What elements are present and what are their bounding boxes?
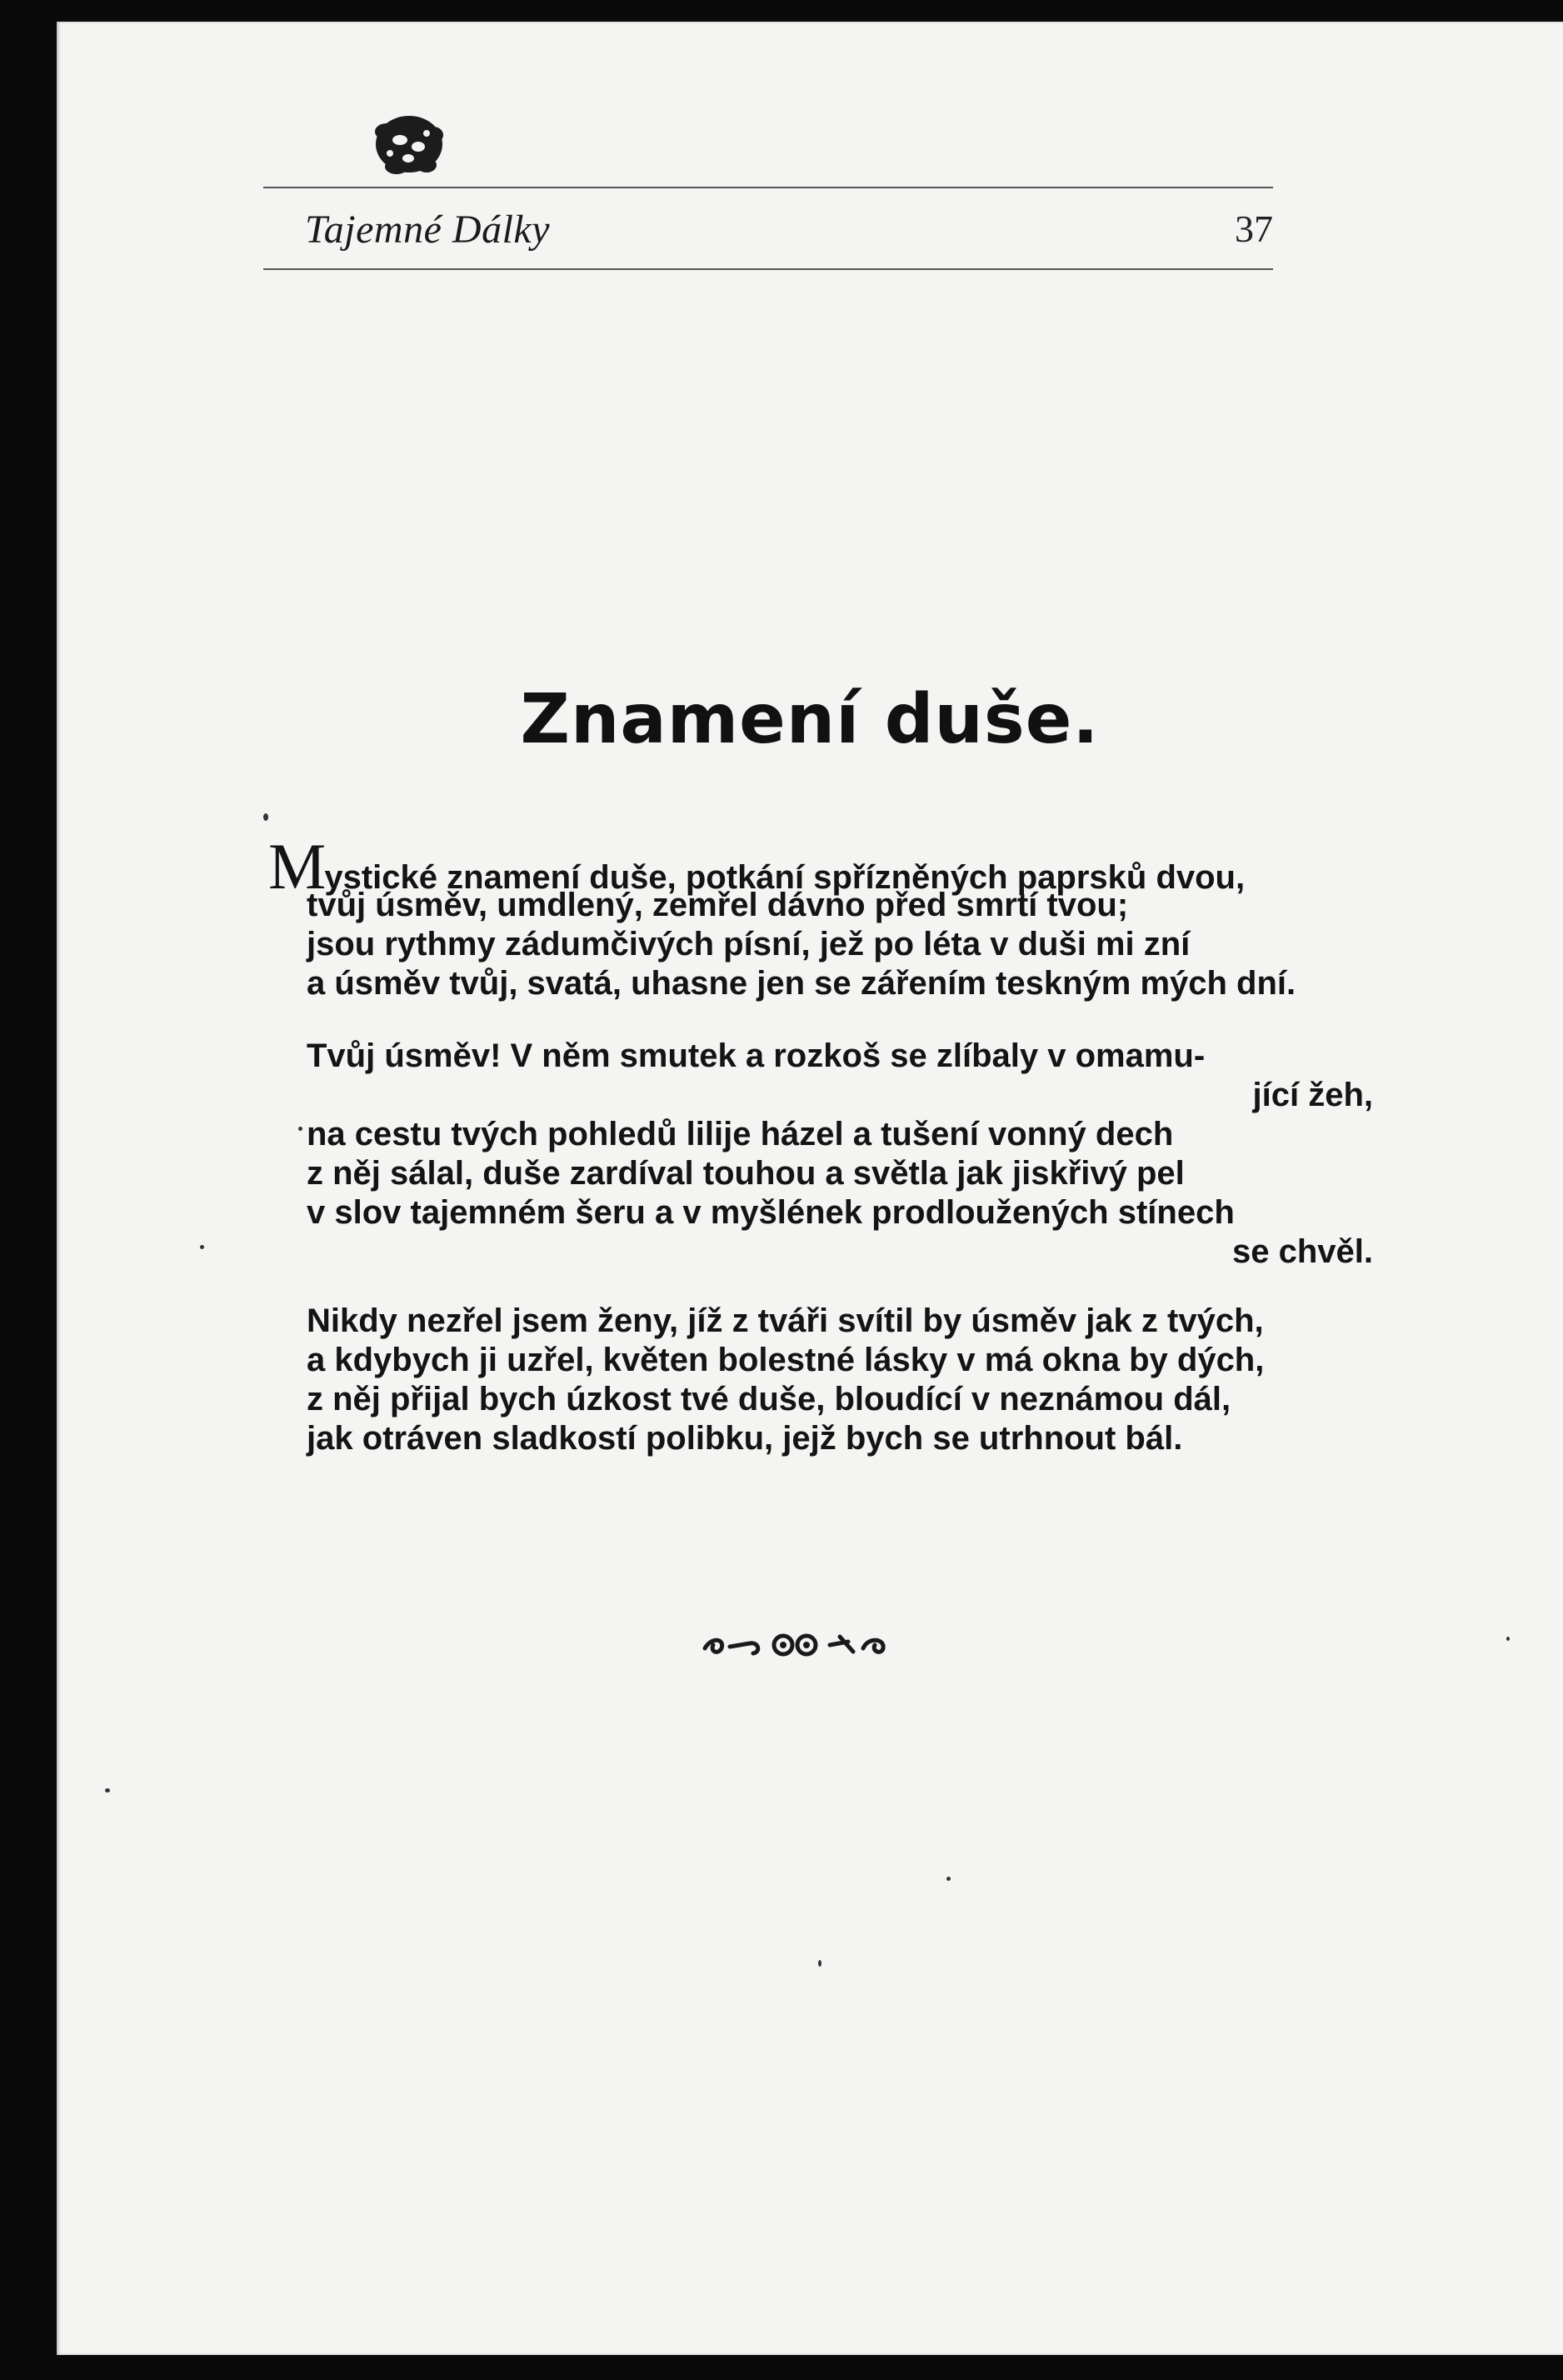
- header-rule-bottom: [263, 268, 1273, 270]
- stanza-line: Tvůj úsměv! V něm smutek a rozkoš se zlíbaly v omamu-: [307, 1038, 1206, 1074]
- stanza-line: tvůj úsměv, umdlený, zemřel dávno před smrtí tvou;: [307, 887, 1129, 923]
- stanza-1: [268, 830, 1373, 1003]
- line-text: ystické znamení duše, potkání spřízněných paprsků dvou,: [324, 859, 1246, 896]
- running-title: Tajemné Dálky: [305, 208, 551, 252]
- print-speck: [298, 1127, 302, 1131]
- book-page: [57, 22, 1563, 2355]
- floral-vignette-icon: [347, 98, 472, 190]
- stanza-line: a kdybych ji uzřel, květen bolestné lásky v má okna by dých,: [307, 1342, 1265, 1378]
- stanza-line-continuation: se chvěl.: [1231, 1233, 1373, 1270]
- stanza-line: z něj sálal, duše zardíval touhou a světla jak jiskřivý pel: [307, 1155, 1185, 1192]
- print-speck: [105, 1788, 110, 1792]
- scroll-fleuron-icon: [700, 1627, 891, 1663]
- print-speck: [263, 813, 268, 821]
- stanza-line: z něj přijal bych úzkost tvé duše, bloudící v neznámou dál,: [307, 1381, 1231, 1418]
- stanza-line: jsou rythmy zádumčivých písní, jež po léta v duši mi zní: [307, 926, 1191, 962]
- stanza-line: v slov tajemném šeru a v myšlének prodloužených stínech: [307, 1194, 1235, 1231]
- drop-cap: M: [268, 830, 325, 902]
- print-speck: [1506, 1637, 1510, 1641]
- header-rule-top: [263, 187, 1273, 188]
- stanza-line: [268, 830, 1373, 902]
- stanza-line: a úsměv tvůj, svatá, uhasne jen se zářením teskným mých dní.: [307, 965, 1296, 1002]
- stanza-line-continuation: jící žeh,: [1252, 1077, 1373, 1113]
- poem-title: Znamení duše.: [520, 680, 1100, 759]
- stanza-2: [307, 1037, 1373, 1272]
- stanza-line: jak otráven sladkostí polibku, jejž bych se utrhnout bál.: [307, 1420, 1183, 1457]
- stanza-line: na cestu tvých pohledů lilije házel a tušení vonný dech: [307, 1116, 1174, 1152]
- print-speck: [818, 1960, 821, 1967]
- stanza-3: [307, 1302, 1373, 1458]
- print-speck: [200, 1245, 204, 1249]
- stanza-line: Nikdy nezřel jsem ženy, jíž z tváři svítil by úsměv jak z tvých,: [307, 1302, 1264, 1339]
- page-number: 37: [1235, 208, 1273, 250]
- print-speck: [946, 1877, 951, 1881]
